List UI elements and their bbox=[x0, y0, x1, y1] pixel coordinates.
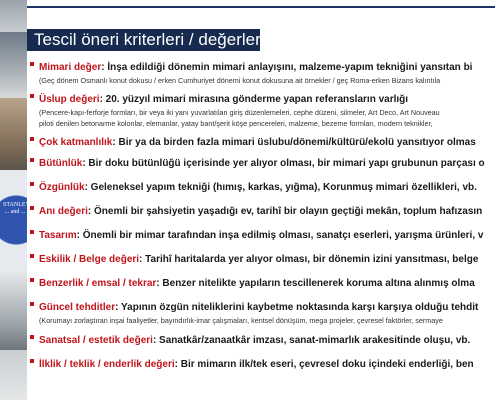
criterion-term: Sanatsal / estetik değeri bbox=[39, 335, 153, 346]
criterion-term: Anı değeri bbox=[39, 206, 88, 217]
car-street-photo bbox=[0, 98, 27, 170]
criterion-description: : Bir mimarın ilk/tek eseri, çevresel doku içindeki enderliği, ben bbox=[174, 359, 474, 370]
criterion-description: : Önemli bir mimar tarafından inşa edilmiş olması, sanatçı eserleri, yarışma ürünleri, v bbox=[76, 230, 484, 241]
criterion-note: (Korumayı zorlaştıran inşai faaliyetler, bayındırlık-imar çalışmaları, kentsel dönüşüm, mega projeler, çevresel faktörler, sermaye bbox=[39, 316, 443, 325]
criterion-term: Mimari değer bbox=[39, 62, 102, 73]
criterion-description: : İnşa edildiği dönemin mimari anlayışını, malzeme-yapım tekniğini yansıtan bi bbox=[101, 62, 473, 73]
criterion-description: : Önemli bir şahsiyetin yaşadığı ev, tarihî bir olayın geçtiği mekân, toplum hafızasın bbox=[87, 206, 483, 217]
criterion-description: : Geleneksel yapım tekniği (hımış, karkas, yığma), Korunmuş mimari özellikleri, vb. bbox=[84, 182, 477, 193]
criterion-item bbox=[30, 273, 500, 291]
bullet-square bbox=[30, 278, 34, 282]
criterion-item bbox=[30, 297, 500, 326]
criterion-description: : Bir ya da birden fazla mimari üslubu/dönemi/kültürü/ekolü yansıtıyor olmas bbox=[112, 137, 476, 148]
criterion-item bbox=[30, 57, 500, 86]
criterion-term: Özgünlük bbox=[39, 182, 85, 193]
criterion-term: Üslup değeri bbox=[39, 94, 100, 105]
criterion-term: Tasarım bbox=[39, 230, 77, 241]
criterion-description: : Bir doku bütünlüğü içerisinde yer alıyor olması, bir mimari yapı grubunun parçası o bbox=[82, 158, 485, 169]
bullet-square bbox=[30, 182, 34, 186]
bullet-square bbox=[30, 230, 34, 234]
sky-photo bbox=[0, 350, 27, 400]
criterion-term: Çok katmanlılık bbox=[39, 137, 113, 148]
construction-photo bbox=[0, 270, 27, 350]
criterion-item bbox=[30, 132, 500, 150]
criterion-term: Güncel tehditler bbox=[39, 302, 116, 313]
criterion-item bbox=[30, 201, 500, 219]
criterion-term: Eskilik / Belge değeri bbox=[39, 254, 140, 265]
bullet-square bbox=[30, 335, 34, 339]
bullet-square bbox=[30, 302, 34, 306]
criterion-term: Bütünlük bbox=[39, 158, 83, 169]
criterion-description: : 20. yüzyıl mimari mirasına gönderme yapan referansların varlığı bbox=[99, 94, 409, 105]
criterion-item bbox=[30, 89, 500, 129]
criterion-note: (Geç dönem Osmanlı konut dokusu / erken Cumhuriyet dönemi konut dokusuna ait örnekler / geç Roma-erken Bizans kalıntıla bbox=[39, 76, 441, 85]
criterion-item bbox=[30, 330, 500, 348]
bullet-square bbox=[30, 62, 34, 66]
building-photo bbox=[0, 0, 27, 32]
slide-title: Tescil öneri kriterleri / değerler: bbox=[34, 30, 266, 49]
bullet-square bbox=[30, 359, 34, 363]
bullet-square bbox=[30, 206, 34, 210]
plaque-text: STANLEY ... and ... bbox=[3, 202, 30, 215]
bullet-square bbox=[30, 137, 34, 141]
criterion-term: İlklik / teklik / enderlik değeri bbox=[39, 359, 175, 370]
criterion-description: : Sanatkâr/zanaatkâr imzası, sanat-mimarlık arakesitinde oluşu, vb. bbox=[152, 335, 471, 346]
criterion-item bbox=[30, 225, 500, 243]
criteria-list bbox=[30, 57, 500, 372]
criterion-item bbox=[30, 354, 500, 372]
bullet-square bbox=[30, 158, 34, 162]
photo-strip bbox=[0, 0, 30, 400]
criterion-description: : Tarihî haritalarda yer alıyor olması, bir dönemin izini yansıtması, belge bbox=[139, 254, 479, 265]
street-photo bbox=[0, 32, 27, 98]
criterion-item bbox=[30, 177, 500, 195]
criterion-description: : Yapının özgün niteliklerini kaybetme noktasında karşı karşıya olduğu tehdit bbox=[115, 302, 479, 313]
criterion-description: : Benzer nitelikte yapıların tescillenerek koruma altına alınmış olma bbox=[156, 278, 475, 289]
criterion-note: (Pencere-kapı-ferforje formları, bir veya iki yanı yuvarlatılan giriş düzenlemeleri, cephe düzeni, silmeler, Art Deco, Art Nouveau bbox=[39, 108, 440, 117]
blue-plaque-photo bbox=[0, 170, 30, 270]
bullet-square bbox=[30, 254, 34, 258]
criterion-item bbox=[30, 153, 500, 171]
criterion-note: piloti denilen betonarme kolonlar, elemanlar, yatay bant/şerit köşe pencereleri, malzeme, bezeme formları, modern teknikler, bbox=[39, 119, 433, 128]
criterion-term: Benzerlik / emsal / tekrar bbox=[39, 278, 157, 289]
top-rule bbox=[27, 6, 495, 8]
criterion-item bbox=[30, 249, 500, 267]
bullet-square bbox=[30, 94, 34, 98]
